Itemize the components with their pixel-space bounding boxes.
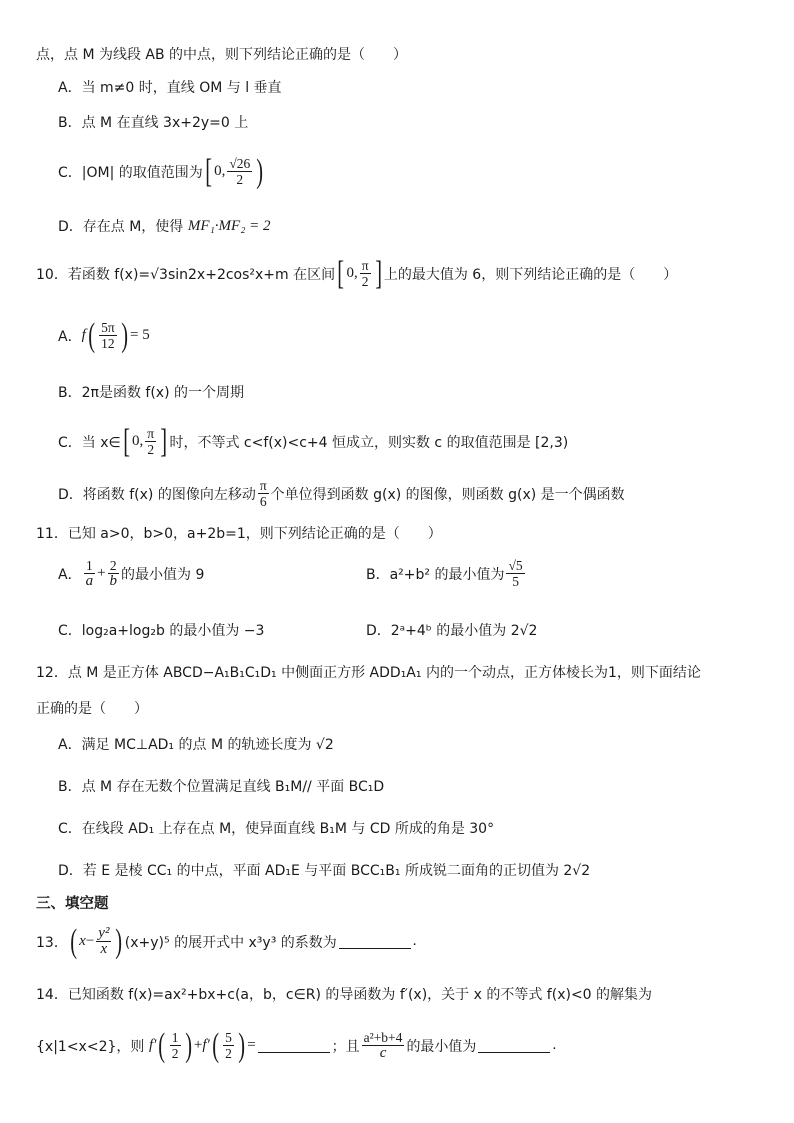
q11-stem: 11．已知 a>0，b>0，a+2b=1，则下列结论正确的是（ ） bbox=[36, 526, 442, 542]
q11-option-b: B．a²+b² 的最小值为 $\frac{√5}{5}$ bbox=[366, 558, 523, 589]
q12-option-a: A．满足 MC⊥AD₁ 的点 M 的轨迹长度为 √2 bbox=[58, 737, 334, 753]
q12-option-b: B．点 M 存在无数个位置满足直线 B₁M// 平面 BC₁D bbox=[58, 779, 385, 795]
q9-option-d: D．存在点 M，使得 MF₁·MF₂ = 2 bbox=[58, 217, 271, 235]
q9-stem: 点，点 M 为线段 AB 的中点，则下列结论正确的是（ ） bbox=[36, 47, 408, 63]
q11-option-c: C．log₂a+log₂b 的最小值为 −3 bbox=[58, 623, 265, 639]
q12-stem-line1: 12．点 M 是正方体 ABCD−A₁B₁C₁D₁ 中侧面正方形 ADD₁A₁ 内的一个动点，正方体棱长为1，则下面结论 bbox=[36, 665, 701, 681]
q12-option-c: C．在线段 AD₁ 上存在点 M，使异面直线 B₁M 与 CD 所成的角是 30° bbox=[58, 821, 495, 837]
q13: 13． ( x − $\frac{\text{y²}}{x}$ ) (x+y)⁵ 的展开式中 x³y³ 的系数为 . bbox=[36, 922, 417, 960]
q10-stem: 10．若函数 f(x)=√3sin2x+2cos²x+m 在区间 [ 0, $\frac{\pi}{2}$ ] 上的最大值为 6，则下列结论正确的是（ ） bbox=[36, 254, 678, 292]
fraction: $\frac{√26}{2}$ bbox=[229, 156, 251, 187]
q14-line1: 14．已知函数 f(x)=ax²+bx+c(a，b，c∈R) 的导函数为 f′(x)，关于 x 的不等式 f(x)<0 的解集为 bbox=[36, 987, 653, 1003]
q9-option-c: C． |OM| 的取值范围为 [ 0, $\frac{√26}{2}$ ) bbox=[58, 152, 264, 190]
q9-option-a: A．当 m≠0 时，直线 OM 与 l 垂直 bbox=[58, 80, 282, 96]
q10-option-a: A． f ( $\frac{5\pi}{12}$ ) = 5 bbox=[58, 316, 150, 354]
right-paren: ) bbox=[256, 152, 264, 190]
answer-blank-1[interactable] bbox=[258, 1038, 330, 1053]
left-bracket: [ bbox=[205, 152, 212, 190]
q12-option-d: D．若 E 是棱 CC₁ 的中点，平面 AD₁E 与平面 BCC₁B₁ 所成锐二面角的正切值为 2√2 bbox=[58, 863, 591, 879]
answer-blank-2[interactable] bbox=[478, 1038, 550, 1053]
q10-option-c: C．当 x∈ [ 0, $\frac{\pi}{2}$ ] 时，不等式 c<f(x)<c+4 恒成立，则实数 c 的取值范围是 [2,3) bbox=[58, 422, 569, 460]
q11-option-d: D．2ᵃ+4ᵇ 的最小值为 2√2 bbox=[366, 623, 538, 639]
q10-option-b: B．2π是函数 f(x) 的一个周期 bbox=[58, 385, 244, 401]
answer-blank[interactable] bbox=[339, 934, 411, 949]
q12-stem-line2: 正确的是（ ） bbox=[36, 701, 148, 717]
q11-option-a: A． $\frac{1}{a}$ + $\frac{2}{b}$ 的最小值为 9 bbox=[58, 558, 205, 589]
section-heading: 三、填空题 bbox=[36, 896, 109, 912]
q10-option-d: D．将函数 f(x) 的图像向左移动 $\frac{\pi}{6}$ 个单位得到函数 g(x) 的图像，则函数 g(x) 是一个偶函数 bbox=[58, 478, 625, 509]
q14-line2: {x|1<x<2}，则 f′ ( $\frac{1}{2}$ ) + f′ ( $\frac{5}{2}$ ) = ；且 $\frac{\text{a²+b+4}}{c}$ 的最小值为 . bbox=[36, 1026, 557, 1064]
q9-option-b: B．点 M 在直线 3x+2y=0 上 bbox=[58, 115, 249, 131]
